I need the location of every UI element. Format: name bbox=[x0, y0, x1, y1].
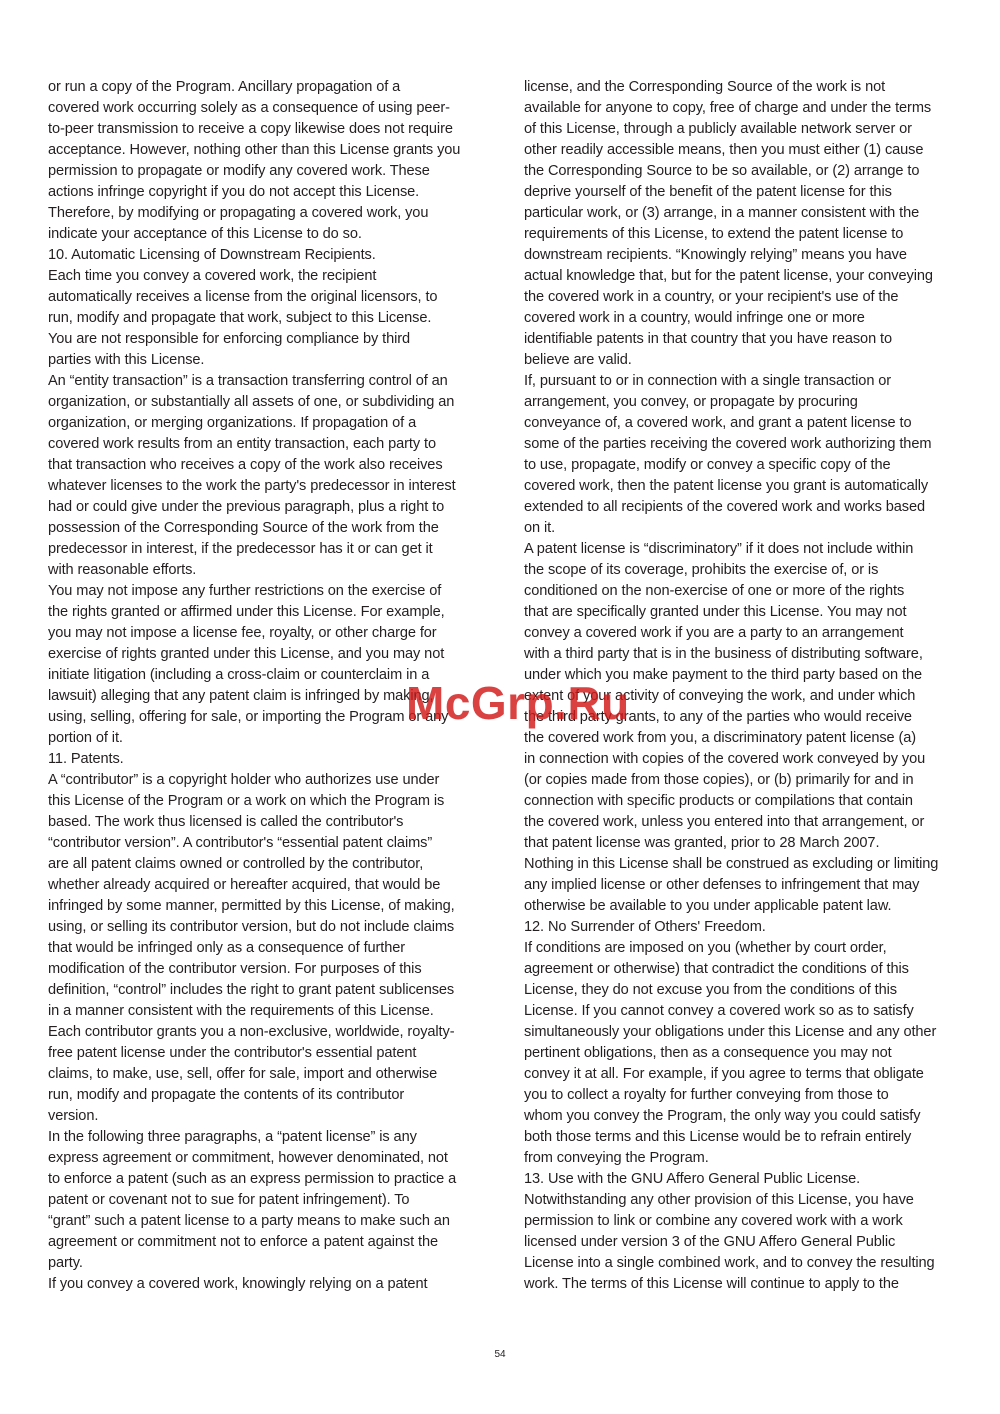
text-line: the covered work in a country, or your recipient's use of the bbox=[524, 289, 899, 305]
text-line: agreement or commitment not to enforce a patent against the bbox=[48, 1234, 438, 1250]
text-line: If conditions are imposed on you (whether by court order, bbox=[524, 940, 887, 956]
text-line: whether already acquired or hereafter acquired, that would be bbox=[48, 877, 441, 893]
text-line: License, they do not excuse you from the conditions of this bbox=[524, 982, 897, 998]
text-line: actual knowledge that, but for the patent license, your conveying bbox=[524, 268, 933, 284]
text-line: You may not impose any further restrictions on the exercise of bbox=[48, 583, 442, 599]
text-line: in connection with copies of the covered work conveyed by you bbox=[524, 751, 926, 767]
text-line: whom you convey the Program, the only way you could satisfy bbox=[524, 1108, 921, 1124]
text-line: lawsuit) alleging that any patent claim is infringed by making, bbox=[48, 688, 434, 704]
text-line: other readily accessible means, then you must either (1) cause bbox=[524, 142, 924, 158]
text-line: express agreement or commitment, however denominated, not bbox=[48, 1150, 448, 1166]
text-line: Notwithstanding any other provision of this License, you have bbox=[524, 1192, 914, 1208]
text-line: convey it at all. For example, if you agree to terms that obligate bbox=[524, 1066, 924, 1082]
text-line: Therefore, by modifying or propagating a covered work, you bbox=[48, 205, 429, 221]
text-line: predecessor in interest, if the predecessor has it or can get it bbox=[48, 541, 433, 557]
text-line: 13. Use with the GNU Affero General Public License. bbox=[524, 1171, 861, 1187]
text-line: this License of the Program or a work on which the Program is bbox=[48, 793, 445, 809]
text-line: free patent license under the contributor's essential patent bbox=[48, 1045, 417, 1061]
text-line: “contributor version”. A contributor's “essential patent claims” bbox=[48, 835, 433, 851]
text-line: Each contributor grants you a non-exclusive, worldwide, royalty- bbox=[48, 1024, 455, 1040]
text-line: run, modify and propagate that work, subject to this License. bbox=[48, 310, 432, 326]
text-line: the covered work from you, a discriminatory patent license (a) bbox=[524, 730, 917, 746]
text-line: 11. Patents. bbox=[48, 751, 124, 767]
text-line: run, modify and propagate the contents of its contributor bbox=[48, 1087, 405, 1103]
text-line: A “contributor” is a copyright holder who authorizes use under bbox=[48, 772, 440, 788]
text-line: whatever licenses to the work the party's predecessor in interest bbox=[48, 478, 456, 494]
text-line: had or could give under the previous paragraph, plus a right to bbox=[48, 499, 445, 515]
text-line: on it. bbox=[524, 520, 556, 536]
text-line: license, and the Corresponding Source of the work is not bbox=[524, 79, 886, 95]
text-line: some of the parties receiving the covered work authorizing them bbox=[524, 436, 932, 452]
text-line: you to collect a royalty for further conveying from those to bbox=[524, 1087, 889, 1103]
text-line: actions infringe copyright if you do not accept this License. bbox=[48, 184, 420, 200]
text-line: modification of the contributor version. For purposes of this bbox=[48, 961, 422, 977]
text-line: to use, propagate, modify or convey a specific copy of the bbox=[524, 457, 891, 473]
text-line: If you convey a covered work, knowingly relying on a patent bbox=[48, 1276, 428, 1292]
text-line: 12. No Surrender of Others' Freedom. bbox=[524, 919, 766, 935]
text-line: arrangement, you convey, or propagate by procuring bbox=[524, 394, 858, 410]
text-line: An “entity transaction” is a transaction transferring control of an bbox=[48, 373, 448, 389]
text-line: the rights granted or affirmed under this License. For example, bbox=[48, 604, 445, 620]
text-line: identifiable patents in that country that you have reason to bbox=[524, 331, 893, 347]
text-line: parties with this License. bbox=[48, 352, 205, 368]
text-line: agreement or otherwise) that contradict the conditions of this bbox=[524, 961, 909, 977]
text-line: simultaneously your obligations under this License and any other bbox=[524, 1024, 937, 1040]
text-line: organization, or merging organizations. If propagation of a bbox=[48, 415, 417, 431]
text-line: pertinent obligations, then as a consequence you may not bbox=[524, 1045, 892, 1061]
text-line: under which you make payment to the third party based on the bbox=[524, 667, 923, 683]
text-line: deprive yourself of the benefit of the patent license for this bbox=[524, 184, 892, 200]
text-line: automatically receives a license from the original licensors, to bbox=[48, 289, 438, 305]
text-line: If, pursuant to or in connection with a single transaction or bbox=[524, 373, 892, 389]
text-line: organization, or substantially all assets of one, or subdividing an bbox=[48, 394, 455, 410]
text-line: party. bbox=[48, 1255, 83, 1271]
text-line: extended to all recipients of the covered work and works based bbox=[524, 499, 926, 515]
text-line: (or copies made from those copies), or (b) primarily for and in bbox=[524, 772, 914, 788]
text-line: both those terms and this License would be to refrain entirely bbox=[524, 1129, 912, 1145]
text-line: of this License, through a publicly available network server or bbox=[524, 121, 912, 137]
text-line: downstream recipients. “Knowingly relying” means you have bbox=[524, 247, 907, 263]
watermark-logo: McGrp.Ru bbox=[406, 677, 630, 729]
text-line: possession of the Corresponding Source of the work from the bbox=[48, 520, 439, 536]
text-line: You are not responsible for enforcing compliance by third bbox=[48, 331, 411, 347]
text-line: the third party grants, to any of the parties who would receive bbox=[524, 709, 912, 725]
text-line: with reasonable efforts. bbox=[48, 562, 197, 578]
text-line: acceptance. However, nothing other than this License grants you bbox=[48, 142, 461, 158]
text-line: that are specifically granted under this License. You may not bbox=[524, 604, 907, 620]
text-line: A patent license is “discriminatory” if it does not include within bbox=[524, 541, 914, 557]
text-line: License. If you cannot convey a covered work so as to satisfy bbox=[524, 1003, 914, 1019]
text-line: any implied license or other defenses to infringement that may bbox=[524, 877, 920, 893]
text-line: covered work, then the patent license you grant is automatically bbox=[524, 478, 929, 494]
text-line: extent of your activity of conveying the work, and under which bbox=[524, 688, 916, 704]
text-line: particular work, or (3) arrange, in a manner consistent with the bbox=[524, 205, 920, 221]
text-line: are all patent claims owned or controlled by the contributor, bbox=[48, 856, 424, 872]
text-line: you may not impose a license fee, royalty, or other charge for bbox=[48, 625, 437, 641]
text-line: conditioned on the non-exercise of one or more of the rights bbox=[524, 583, 905, 599]
text-line: permission to propagate or modify any covered work. These bbox=[48, 163, 430, 179]
text-line: definition, “control” includes the right to grant patent sublicenses bbox=[48, 982, 455, 998]
text-line: that transaction who receives a copy of the work also receives bbox=[48, 457, 443, 473]
text-line: requirements of this License, to extend the patent license to bbox=[524, 226, 904, 242]
text-line: Nothing in this License shall be construed as excluding or limiting bbox=[524, 856, 939, 872]
text-line: claims, to make, use, sell, offer for sale, import and otherwise bbox=[48, 1066, 438, 1082]
text-line: “grant” such a patent license to a party means to make such an bbox=[48, 1213, 450, 1229]
text-line: initiate litigation (including a cross-claim or counterclaim in a bbox=[48, 667, 430, 683]
text-line: that patent license was granted, prior to 28 March 2007. bbox=[524, 835, 880, 851]
text-line: to enforce a patent (such as an express permission to practice a bbox=[48, 1171, 457, 1187]
text-line: 10. Automatic Licensing of Downstream Recipients. bbox=[48, 247, 376, 263]
text-line: infringed by some manner, permitted by this License, of making, bbox=[48, 898, 455, 914]
text-line: in a manner consistent with the requirements of this License. bbox=[48, 1003, 434, 1019]
text-line: covered work in a country, would infringe one or more bbox=[524, 310, 865, 326]
text-line: convey a covered work if you are a party to an arrangement bbox=[524, 625, 904, 641]
text-line: to-peer transmission to receive a copy likewise does not require bbox=[48, 121, 453, 137]
text-line: believe are valid. bbox=[524, 352, 632, 368]
text-line: with a third party that is in the business of distributing software, bbox=[524, 646, 923, 662]
text-line: exercise of rights granted under this License, and you may not bbox=[48, 646, 445, 662]
text-line: License into a single combined work, and to convey the resulting bbox=[524, 1255, 935, 1271]
text-line: that would be infringed only as a consequence of further bbox=[48, 940, 406, 956]
text-line: In the following three paragraphs, a “patent license” is any bbox=[48, 1129, 417, 1145]
text-line: covered work occurring solely as a consequence of using peer- bbox=[48, 100, 450, 116]
text-line: covered work results from an entity transaction, each party to bbox=[48, 436, 437, 452]
text-line: patent or covenant not to sue for patent infringement). To bbox=[48, 1192, 410, 1208]
text-line: portion of it. bbox=[48, 730, 123, 746]
text-line: version. bbox=[48, 1108, 99, 1124]
text-line: or run a copy of the Program. Ancillary propagation of a bbox=[48, 79, 401, 95]
text-line: from conveying the Program. bbox=[524, 1150, 709, 1166]
text-line: the covered work, unless you entered into that arrangement, or bbox=[524, 814, 925, 830]
text-line: connection with specific products or compilations that contain bbox=[524, 793, 913, 809]
text-line: conveyance of, a covered work, and grant a patent license to bbox=[524, 415, 912, 431]
text-line: using, selling, offering for sale, or importing the Program or any bbox=[48, 709, 449, 725]
text-line: permission to link or combine any covered work with a work bbox=[524, 1213, 903, 1229]
text-line: the Corresponding Source to be so available, or (2) arrange to bbox=[524, 163, 920, 179]
text-line: Each time you convey a covered work, the recipient bbox=[48, 268, 377, 284]
text-line: work. The terms of this License will continue to apply to the bbox=[524, 1276, 899, 1292]
text-line: available for anyone to copy, free of charge and under the terms bbox=[524, 100, 932, 116]
text-line: indicate your acceptance of this License to do so. bbox=[48, 226, 362, 242]
text-line: licensed under version 3 of the GNU Affero General Public bbox=[524, 1234, 896, 1250]
page-number: 54 bbox=[494, 1349, 506, 1360]
text-line: based. The work thus licensed is called the contributor's bbox=[48, 814, 404, 830]
text-line: using, or selling its contributor version, but do not include claims bbox=[48, 919, 455, 935]
text-line: otherwise be available to you under applicable patent law. bbox=[524, 898, 892, 914]
text-line: the scope of its coverage, prohibits the exercise of, or is bbox=[524, 562, 879, 578]
